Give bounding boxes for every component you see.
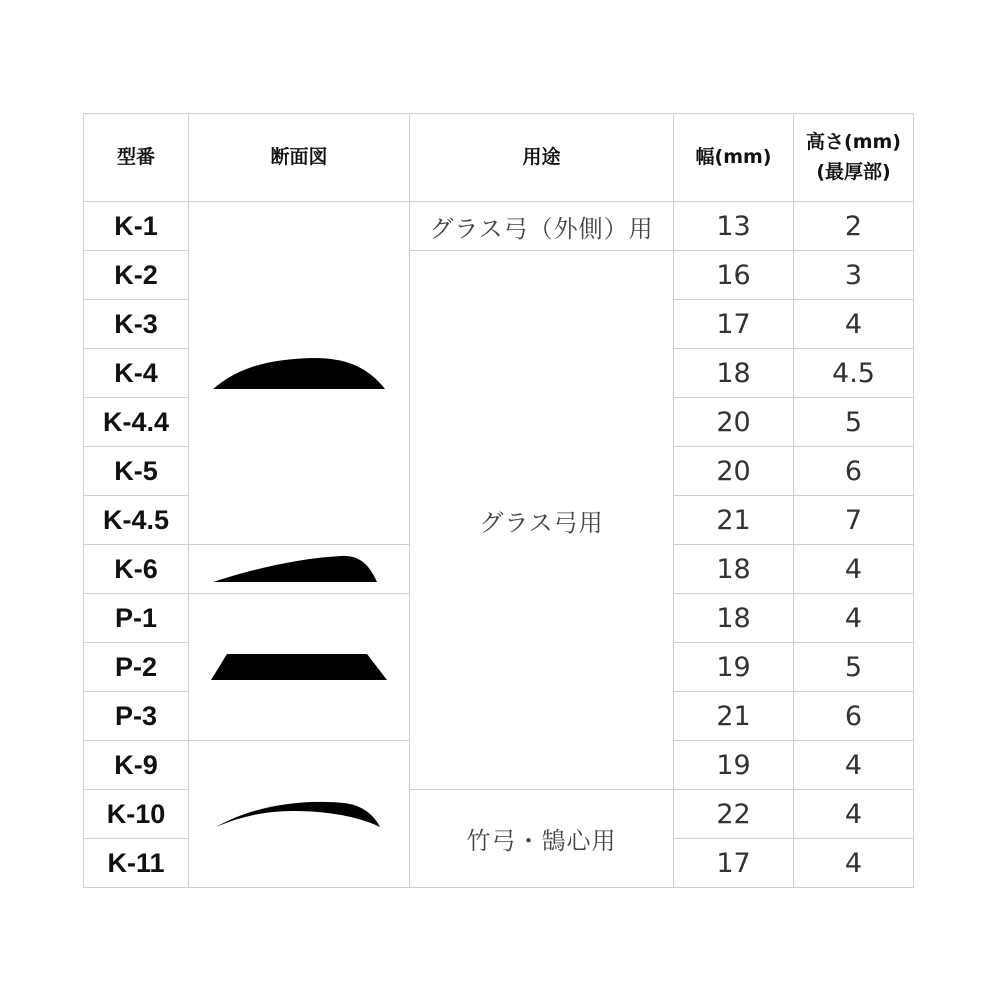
width-cell: 19 xyxy=(674,643,794,692)
curved-arc-profile-icon xyxy=(214,797,384,831)
header-use: 用途 xyxy=(410,114,674,202)
height-cell: 4 xyxy=(794,300,914,349)
model-cell: K-10 xyxy=(84,790,189,839)
width-cell: 13 xyxy=(674,202,794,251)
use-cell-bamboo: 竹弓・鵠心用 xyxy=(410,790,674,888)
width-cell: 22 xyxy=(674,790,794,839)
width-cell: 21 xyxy=(674,692,794,741)
arched-profile-icon xyxy=(209,353,389,393)
width-cell: 17 xyxy=(674,839,794,888)
spec-table xyxy=(83,113,914,888)
height-cell: 6 xyxy=(794,447,914,496)
height-cell: 7 xyxy=(794,496,914,545)
height-cell: 5 xyxy=(794,643,914,692)
width-cell: 18 xyxy=(674,349,794,398)
height-cell: 4 xyxy=(794,545,914,594)
header-width: 幅(mm) xyxy=(674,114,794,202)
model-cell: K-9 xyxy=(84,741,189,790)
model-cell: K-11 xyxy=(84,839,189,888)
width-cell: 18 xyxy=(674,545,794,594)
width-cell: 16 xyxy=(674,251,794,300)
width-cell: 20 xyxy=(674,398,794,447)
use-cell-glass-outer: グラス弓（外側）用 xyxy=(410,202,674,251)
model-cell: K-3 xyxy=(84,300,189,349)
model-cell: K-5 xyxy=(84,447,189,496)
width-cell: 19 xyxy=(674,741,794,790)
model-cell: K-2 xyxy=(84,251,189,300)
table-row xyxy=(84,202,914,251)
model-cell: P-3 xyxy=(84,692,189,741)
model-cell: K-4.4 xyxy=(84,398,189,447)
header-section: 断面図 xyxy=(189,114,410,202)
model-cell: K-6 xyxy=(84,545,189,594)
width-cell: 17 xyxy=(674,300,794,349)
height-cell: 4 xyxy=(794,839,914,888)
model-cell: K-4.5 xyxy=(84,496,189,545)
height-cell: 4 xyxy=(794,594,914,643)
section-cell-wedge xyxy=(189,545,410,594)
section-cell-trapezoid xyxy=(189,594,410,741)
header-height-line1: 高さ(mm) xyxy=(806,131,901,154)
model-cell: K-1 xyxy=(84,202,189,251)
section-cell-curved-arc xyxy=(189,741,410,888)
header-row xyxy=(84,114,914,202)
width-cell: 18 xyxy=(674,594,794,643)
model-cell: P-2 xyxy=(84,643,189,692)
trapezoid-profile-icon xyxy=(209,652,389,682)
height-cell: 4 xyxy=(794,790,914,839)
height-cell: 4 xyxy=(794,741,914,790)
width-cell: 21 xyxy=(674,496,794,545)
height-cell: 6 xyxy=(794,692,914,741)
header-height-line2: (最厚部) xyxy=(816,160,891,183)
width-cell: 20 xyxy=(674,447,794,496)
section-cell-arched xyxy=(189,202,410,545)
model-cell: K-4 xyxy=(84,349,189,398)
use-cell-glass: グラス弓用 xyxy=(410,251,674,790)
height-cell: 4.5 xyxy=(794,349,914,398)
header-model: 型番 xyxy=(84,114,189,202)
height-cell: 3 xyxy=(794,251,914,300)
height-cell: 2 xyxy=(794,202,914,251)
height-cell: 5 xyxy=(794,398,914,447)
header-height xyxy=(794,114,914,202)
model-cell: P-1 xyxy=(84,594,189,643)
wedge-profile-icon xyxy=(209,552,389,586)
